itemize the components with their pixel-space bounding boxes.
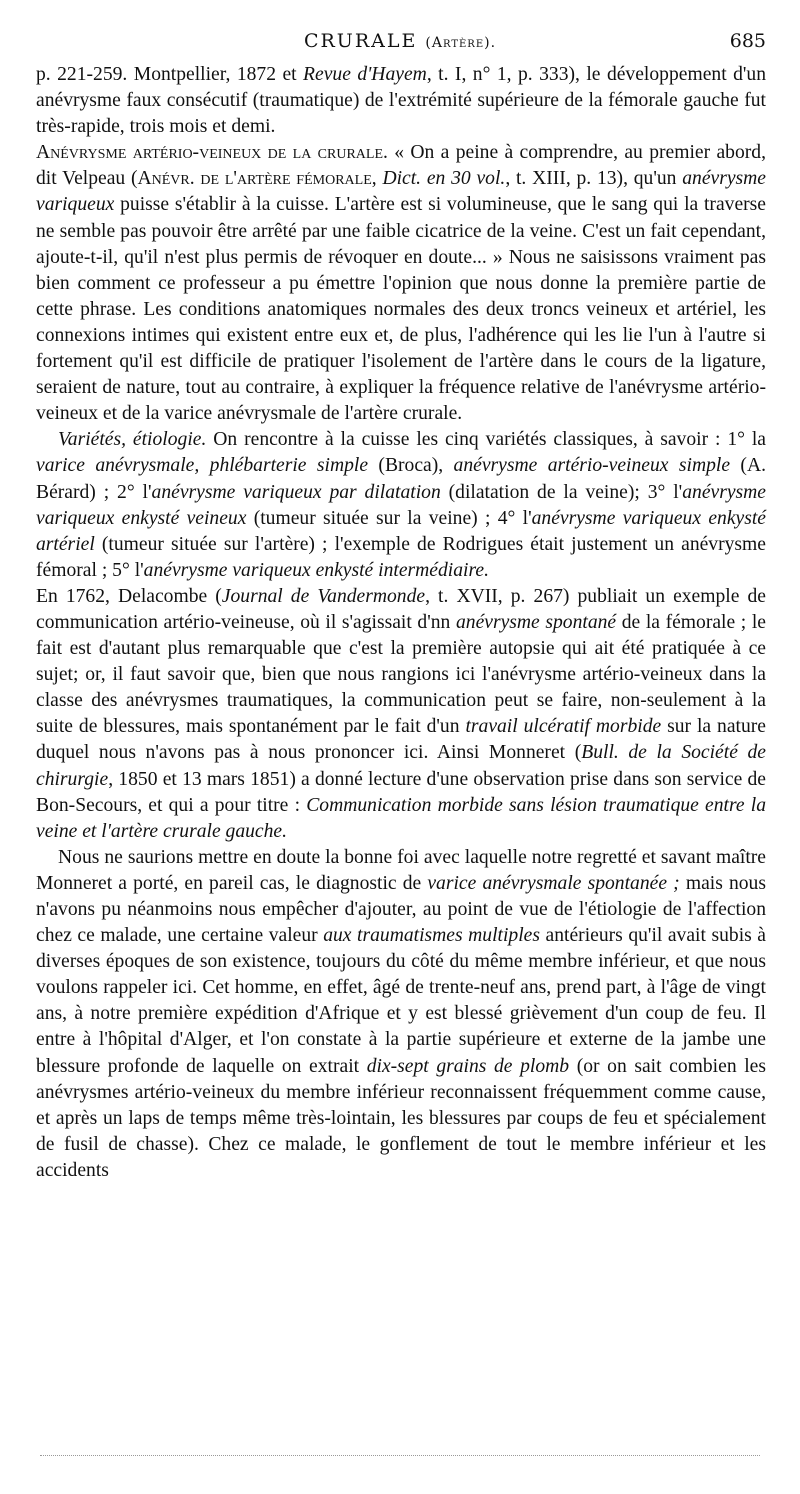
text-segment: (Broca), (368, 455, 454, 477)
text-segment: (or on sait combien les anévrysmes artério-veineux du membre inférieur reconnaissent fréquemment comme cause, et après un laps de temps même très-lointain, les blessures par coups de feu et spécialement de fusil de chasse). Chez ce malade, le gonflement de tout le membre inférieur et les accidents (36, 1055, 766, 1181)
text-segment: antérieurs qu'il avait subis à diverses époques de son existence, toujours du côté du même membre inférieur, et que nous voulons rappeler ici. Cet homme, en effet, âgé de trente-neuf ans, prend part, à l'âge de vingt ans, à notre première expédition d'Afrique et y est blessé grièvement d'un coup de feu. Il entre à l'hôpital d'Alger, et l'on constate à la partie supérieure et externe de la jambe une blessure profonde de laquelle on extrait (36, 925, 766, 1077)
text-segment: En 1762, Delacombe ( (36, 585, 222, 607)
text-segment: (A. Bérard) ; 2° l' (36, 455, 766, 503)
page-number: 685 (729, 30, 766, 52)
text-segment: anévrysme variqueux enkysté veineux (36, 481, 766, 529)
text-segment: sur la nature duquel nous n'avons pas à nous prononcer ici. Ainsi Monneret ( (36, 716, 766, 764)
paragraph-1 (36, 62, 766, 140)
text-segment: anévrysme artério-veineux simple (453, 455, 731, 477)
text-segment: , t. XIII, p. 13), qu'un (505, 168, 683, 190)
text-segment: p. 221-259. Montpellier, 1872 et (36, 64, 304, 85)
text-segment: , t. XVII, p. 267) publiait un exemple de communication artério-veineuse, où il s'agissait d'nn (36, 585, 766, 633)
text-segment: anévrysme variqueux enkysté intermédiaire. (143, 559, 489, 581)
text-segment: travail ulcératif morbide (465, 716, 662, 738)
text-segment: Dict. en 30 vol. (382, 168, 506, 190)
running-title-main: CRURALE (303, 30, 418, 52)
text-segment: varice anévrysmale spontanée ; (427, 872, 680, 894)
text-segment: On rencontre à la cuisse les cinq variétés classiques, à savoir : 1° la (206, 429, 766, 451)
running-title (0, 30, 800, 52)
body-text (36, 62, 766, 1184)
text-segment: varice anévrysmale, phlébarterie simple (36, 455, 369, 477)
text-segment: , 1850 et 13 mars 1851) a donné lecture d'une observation prise dans son service de Bon-Secours, et qui a pour titre : (36, 768, 766, 816)
paragraph-5 (36, 845, 766, 1184)
text-segment: de la fémorale ; le fait est d'autant plus remarquable que c'est la première autopsie qui ait été pratiquée à ce sujet; or, il faut savoir que, bien que nous rangions ici l'anévrysme artério-veineux dans la classe des anévrysmes traumatiques, la communication peut se faire, non-seulement à la suite de blessures, mais spontanément par le fait d'un (36, 611, 766, 738)
text-segment: Bull. de la Société de chirurgie (36, 742, 766, 790)
text-segment: « On a peine à comprendre, au premier abord, dit Velpeau ( (36, 142, 766, 190)
paragraph-2 (36, 140, 766, 427)
text-segment: Revue d'Hayem (303, 64, 427, 85)
text-segment: anévrysme spontané (455, 611, 617, 633)
text-segment: Variétés, étiologie. (58, 429, 207, 451)
paragraph-4 (36, 584, 766, 845)
text-segment: (tumeur située sur l'artère) ; l'exemple de Rodrigues était justement un anévrysme fémoral ; 5° l' (36, 533, 766, 581)
running-header (0, 30, 800, 56)
text-segment: (tumeur située sur la veine) ; 4° l' (246, 507, 532, 529)
text-segment: (dilatation de la veine); 3° l' (440, 481, 683, 503)
text-segment: Communication morbide sans lésion traumatique entre la veine et l'artère crurale gauche. (36, 794, 766, 842)
text-segment: , t. I, n° 1, p. 333), le développement d'un anévrysme faux consécutif (traumatique) de l'extrémité supérieure de la fémorale gauche fut très-rapide, trois mois et demi. (36, 64, 766, 138)
text-segment: anévrysme variqueux (36, 168, 766, 216)
paragraph-3 (36, 427, 766, 584)
running-title-sub: (Artère). (425, 35, 497, 51)
text-segment: Anévr. de l'artère fémorale, (137, 168, 377, 190)
text-segment: Journal de Vandermonde (221, 585, 426, 607)
text-segment: Nous ne saurions mettre en doute la bonne foi avec laquelle notre regretté et savant maître Monneret a porté, en pareil cas, le diagnostic de (36, 846, 766, 894)
text-segment: Anévrysme artério-veineux de la crurale. (36, 142, 388, 164)
text-segment: aux traumatismes multiples (323, 925, 540, 947)
footer-rule (40, 1455, 760, 1456)
text-segment: puisse s'établir à la cuisse. L'artère est si volumineuse, que le sang qui la traverse ne semble pas pouvoir être arrêté par une faible cicatrice de la veine. C'est un fait cependant, ajoute-t-il, qu'il n'est plus permis de révoquer en doute... » Nous ne saisissons vraiment pas bien comment ce professeur a pu émettre l'opinion que nous donne la première partie de cette phrase. Les conditions anatomiques normales des deux troncs veineux et artériel, les connexions intimes qui existent entre eux et, de plus, l'adhérence qui les lie l'un à l'autre si fortement qu'il est difficile de pratiquer l'isolement de l'artère dans le cours de la ligature, seraient de nature, tout au contraire, à expliquer la fréquence relative de l'anévrysme artério-veineux et de la varice anévrysmale de l'artère crurale. (36, 194, 766, 425)
text-segment: anévrysme variqueux enkysté artériel (36, 507, 766, 555)
text-segment: anévrysme variqueux par dilatation (151, 481, 441, 503)
text-segment: mais nous n'avons pu néanmoins nous empêcher d'ajouter, au point de vue de l'étiologie de l'affection chez ce malade, une certaine valeur (36, 872, 766, 947)
text-segment: dix-sept grains de plomb (366, 1055, 570, 1077)
